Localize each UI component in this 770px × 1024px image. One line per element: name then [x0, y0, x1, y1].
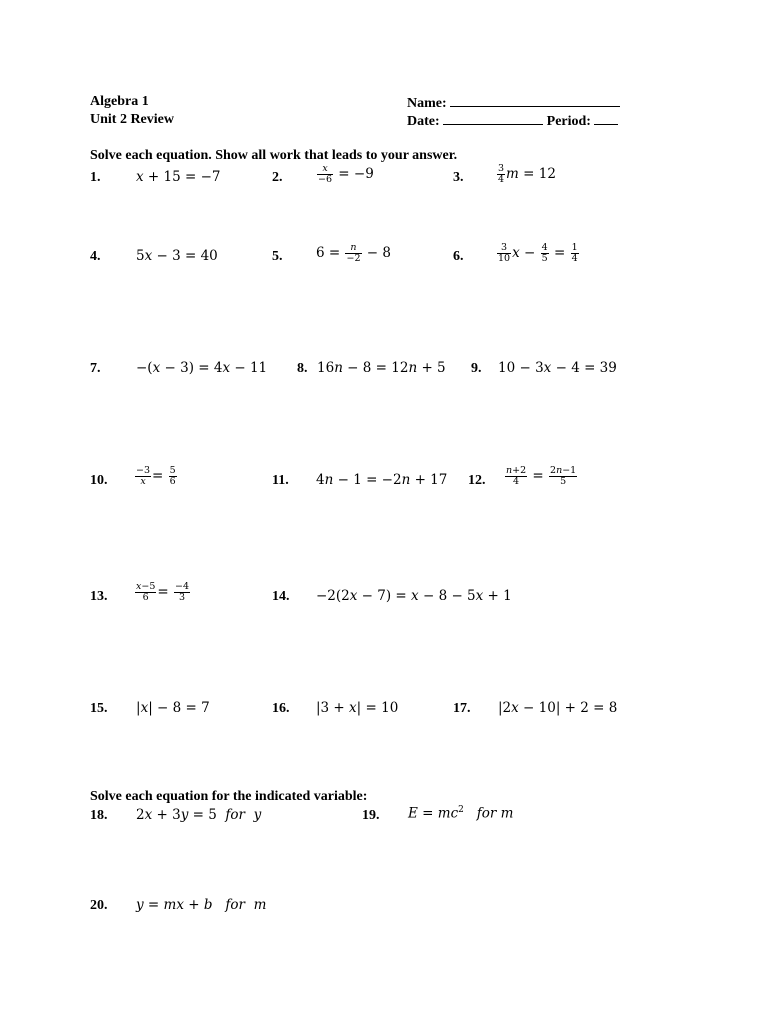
problem-number: 5.: [272, 249, 283, 264]
equation: |x| − 8 = 7: [136, 700, 210, 716]
equation: $\frac{3}{4}$ m = 12: [498, 163, 556, 185]
problem-number: 15.: [90, 701, 108, 716]
equation: 4n − 1 = −2n + 17: [316, 472, 448, 488]
unit-title: Unit 2 Review: [90, 112, 174, 127]
date-blank[interactable]: [443, 112, 543, 125]
problem-number: 11.: [272, 473, 289, 488]
problem-number: 16.: [272, 701, 290, 716]
date-label: Date:: [407, 114, 440, 129]
equation: $E = mc^2$ for m: [408, 805, 514, 822]
equation: 16n − 8 = 12n + 5: [317, 360, 446, 376]
problem-number: 12.: [468, 473, 486, 488]
equation: y = mx + b for m: [136, 897, 267, 913]
equation: 10 − 3x − 4 = 39: [498, 360, 617, 376]
problem-number: 3.: [453, 170, 464, 185]
problem-number: 18.: [90, 808, 108, 823]
equation: x + 15 = −7: [136, 169, 221, 185]
section1-instruction: Solve each equation. Show all work that leads to your answer.: [90, 148, 458, 163]
problem-number: 14.: [272, 589, 290, 604]
equation: $\frac{n+2}{4}$ = $\frac{2n-1}{5}$: [506, 465, 577, 487]
problem-number: 19.: [362, 808, 380, 823]
equation: |3 + x| = 10: [316, 700, 399, 716]
problem-number: 6.: [453, 249, 464, 264]
problem-number: 10.: [90, 473, 108, 488]
problem-number: 4.: [90, 249, 101, 264]
period-label: Period:: [546, 114, 591, 129]
equation: $\frac{x-5}{6}$ = $\frac{-4}{3}$: [136, 581, 189, 603]
equation: 6 = $\frac{n}{-2}$ − 8: [316, 242, 391, 264]
problem-number: 2.: [272, 170, 283, 185]
period-blank[interactable]: [594, 112, 618, 125]
name-blank[interactable]: [450, 94, 620, 107]
equation: 2x + 3y = 5 for y: [136, 807, 262, 823]
equation: $\frac{x}{-6}$ = −9: [318, 163, 374, 185]
date-field[interactable]: [407, 112, 618, 130]
problem-number: 8.: [297, 361, 308, 376]
problem-number: 13.: [90, 589, 108, 604]
equation: 5x − 3 = 40: [136, 248, 218, 264]
equation: −2(2x − 7) = x − 8 − 5x + 1: [316, 588, 512, 604]
equation: $\frac{3}{10}$ x − $\frac{4}{5}$ = $\frac{1}{4}$: [498, 242, 578, 264]
equation: |2x − 10| + 2 = 8: [498, 700, 618, 716]
problem-number: 1.: [90, 170, 101, 185]
problem-number: 9.: [471, 361, 482, 376]
equation: $\frac{-3}{x}$ = $\frac{5}{6}$: [136, 465, 176, 487]
equation: −(x − 3) = 4x − 11: [136, 360, 268, 376]
course-title: Algebra 1: [90, 94, 149, 109]
problem-number: 7.: [90, 361, 101, 376]
name-label: Name:: [407, 96, 447, 111]
name-field[interactable]: [407, 94, 620, 112]
problem-number: 17.: [453, 701, 471, 716]
section2-instruction: Solve each equation for the indicated variable:: [90, 789, 368, 804]
problem-number: 20.: [90, 898, 108, 913]
